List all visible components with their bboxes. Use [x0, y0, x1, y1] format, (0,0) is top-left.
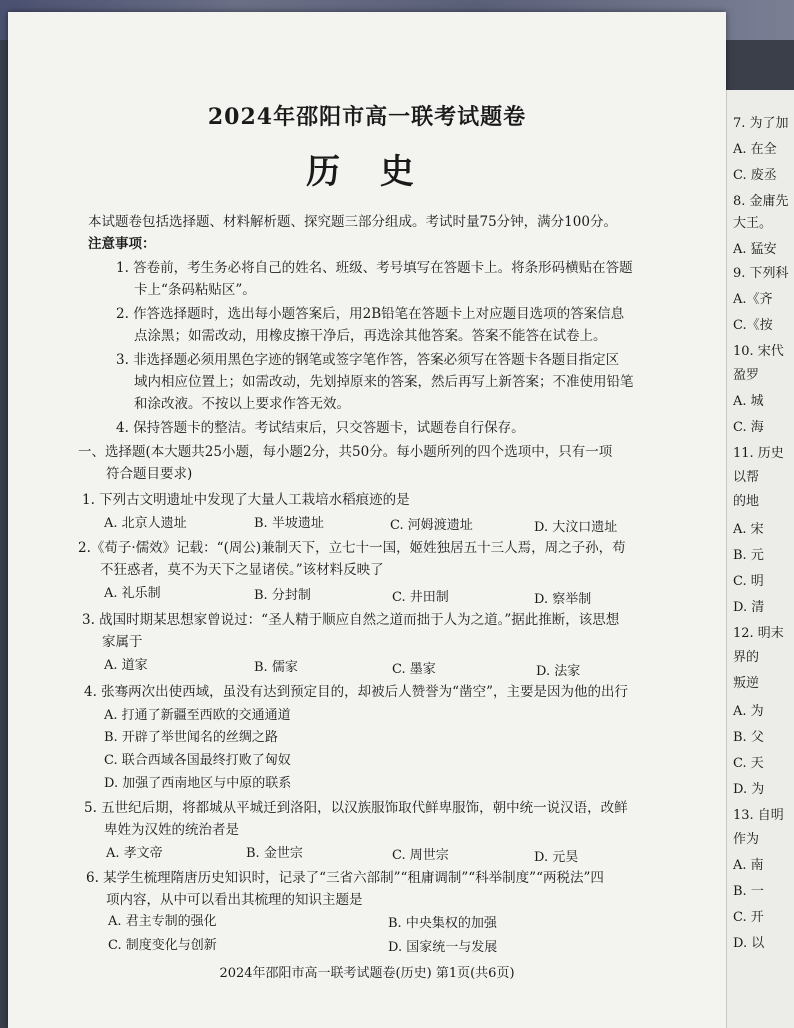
notice-line: 点涂黑；如需改动，用橡皮擦干净后，再选涂其他答案。答案不能答在试卷上。	[134, 328, 607, 344]
question-stem: 不狂惑者，莫不为天下之显诸侯。”该材料反映了	[100, 562, 384, 578]
option: A. 道家	[104, 658, 148, 673]
question-stem: 6. 某学生梳理隋唐历史知识时，记录了“三省六部制”“租庸调制”“科举制度”“两税法”四	[86, 870, 604, 886]
fragment: A. 在全	[733, 142, 777, 157]
fragment: 12. 明末	[733, 626, 784, 641]
question-stem: 家属于	[102, 634, 143, 650]
fragment: C. 明	[733, 574, 764, 589]
option: C. 制度变化与创新	[108, 938, 217, 953]
notice-line: 和涂改液。不按以上要求作答无效。	[134, 396, 350, 412]
fragment: 大王。	[733, 216, 773, 231]
option: D. 元昊	[534, 850, 579, 865]
option: A. 君主专制的强化	[108, 914, 217, 929]
intro-text: 本试题卷包括选择题、材料解析题、探究题三部分组成。考试时量75分钟，满分100分。	[88, 214, 617, 230]
fragment: 7. 为了加	[733, 116, 789, 131]
question-stem: 1. 下列古文明遗址中发现了大量人工栽培水稻痕迹的是	[82, 492, 410, 508]
next-page-edge	[726, 90, 794, 1028]
fragment: B. 一	[733, 884, 764, 899]
fragment: 界的	[733, 650, 760, 665]
exam-title: 2024年邵阳市高一联考试题卷	[207, 104, 527, 130]
notice-line: 4. 保持答题卡的整洁。考试结束后，只交答题卡，试题卷自行保存。	[116, 420, 525, 436]
page-footer: 2024年邵阳市高一联考试题卷(历史) 第1页(共6页)	[219, 966, 515, 981]
fragment: B. 元	[733, 548, 764, 563]
question-stem: 3. 战国时期某思想家曾说过：“圣人精于顺应自然之道而拙于人为之道。”据此推断，该思想	[82, 612, 620, 628]
option: D. 国家统一与发展	[388, 940, 498, 955]
option: B. 分封制	[254, 588, 311, 603]
fragment: 以帮	[733, 470, 760, 485]
option: D. 法家	[536, 664, 581, 679]
fragment: 作为	[733, 832, 760, 847]
fragment: 11. 历史	[733, 446, 784, 461]
option: C. 河姆渡遗址	[390, 518, 473, 533]
option: A. 孝文帝	[106, 846, 163, 861]
fragment: C. 开	[733, 910, 764, 925]
fragment: D. 为	[733, 782, 765, 797]
option: C. 墨家	[392, 662, 436, 677]
option: C. 周世宗	[392, 848, 449, 863]
fragment: 13. 自明	[733, 808, 784, 823]
question-stem: 5. 五世纪后期，将都城从平城迁到洛阳，以汉族服饰取代鲜卑服饰，朝中统一说汉语，改鲜	[84, 800, 628, 816]
option: D. 加强了西南地区与中原的联系	[104, 776, 292, 791]
fragment: 10. 宋代	[733, 344, 784, 359]
fragment: 8. 金庸先	[733, 194, 789, 209]
option: D. 察举制	[534, 592, 592, 607]
fragment: C. 海	[733, 420, 764, 435]
fragment: 的地	[733, 494, 760, 509]
question-stem: 卑姓为汉姓的统治者是	[104, 822, 239, 838]
notice-title: 注意事项：	[88, 236, 156, 252]
fragment: 盈罗	[733, 368, 760, 383]
option: B. 开辟了举世闻名的丝绸之路	[104, 730, 278, 745]
option: C. 井田制	[392, 590, 449, 605]
section-heading: 一、选择题(本大题共25小题，每小题2分，共50分。每小题所列的四个选项中，只有一项	[78, 444, 613, 460]
notice-line: 2. 作答选择题时，选出每小题答案后，用2B铅笔在答题卡上对应题目选项的答案信息	[116, 306, 625, 322]
exam-page	[8, 12, 726, 1028]
fragment: A. 南	[733, 858, 764, 873]
notice-line: 3. 非选择题必须用黑色字迹的钢笔或签字笔作答，答案必须写在答题卡各题目指定区	[116, 352, 620, 368]
option: B. 儒家	[254, 660, 298, 675]
option: A. 打通了新疆至西欧的交通通道	[104, 708, 291, 723]
option: D. 大汶口遗址	[534, 520, 618, 535]
question-stem: 4. 张骞两次出使西域，虽没有达到预定目的，却被后人赞誉为“凿空”，主要是因为他的出行	[84, 684, 628, 700]
option: C. 联合西域各国最终打败了匈奴	[104, 753, 291, 768]
fragment: A.《齐	[733, 292, 773, 307]
fragment: B. 父	[733, 730, 764, 745]
option: A. 北京人遗址	[104, 516, 187, 531]
fragment: 9. 下列科	[733, 266, 789, 281]
section-heading-cont: 符合题目要求)	[106, 466, 193, 482]
fragment: C.《按	[733, 318, 773, 333]
fragment: C. 天	[733, 756, 764, 771]
fragment: C. 废丞	[733, 168, 777, 183]
notice-line: 域内相应位置上；如需改动，先划掉原来的答案，然后再写上新答案；不准使用铅笔	[134, 374, 634, 390]
fragment: A. 宋	[733, 522, 764, 537]
option: B. 金世宗	[246, 846, 303, 861]
fragment: 叛逆	[733, 676, 760, 691]
option: B. 中央集权的加强	[388, 916, 497, 931]
notice-line: 卡上“条码粘贴区”。	[134, 282, 256, 298]
fragment: A. 城	[733, 394, 764, 409]
question-stem: 项内容，从中可以看出其梳理的知识主题是	[106, 892, 363, 908]
fragment: D. 以	[733, 936, 765, 951]
fragment: A. 猛安	[733, 242, 777, 257]
notice-line: 1. 答卷前，考生务必将自己的姓名、班级、考号填写在答题卡上。将条形码横贴在答题	[116, 260, 633, 276]
fragment: D. 清	[733, 600, 765, 615]
option: A. 礼乐制	[104, 586, 161, 601]
subject-title: 历 史	[306, 152, 428, 192]
fragment: A. 为	[733, 704, 764, 719]
question-stem: 2.《荀子·儒效》记载：“(周公)兼制天下，立七十一国，姬姓独居五十三人焉，周之子孙，苟	[78, 540, 626, 556]
option: B. 半坡遗址	[254, 516, 324, 531]
